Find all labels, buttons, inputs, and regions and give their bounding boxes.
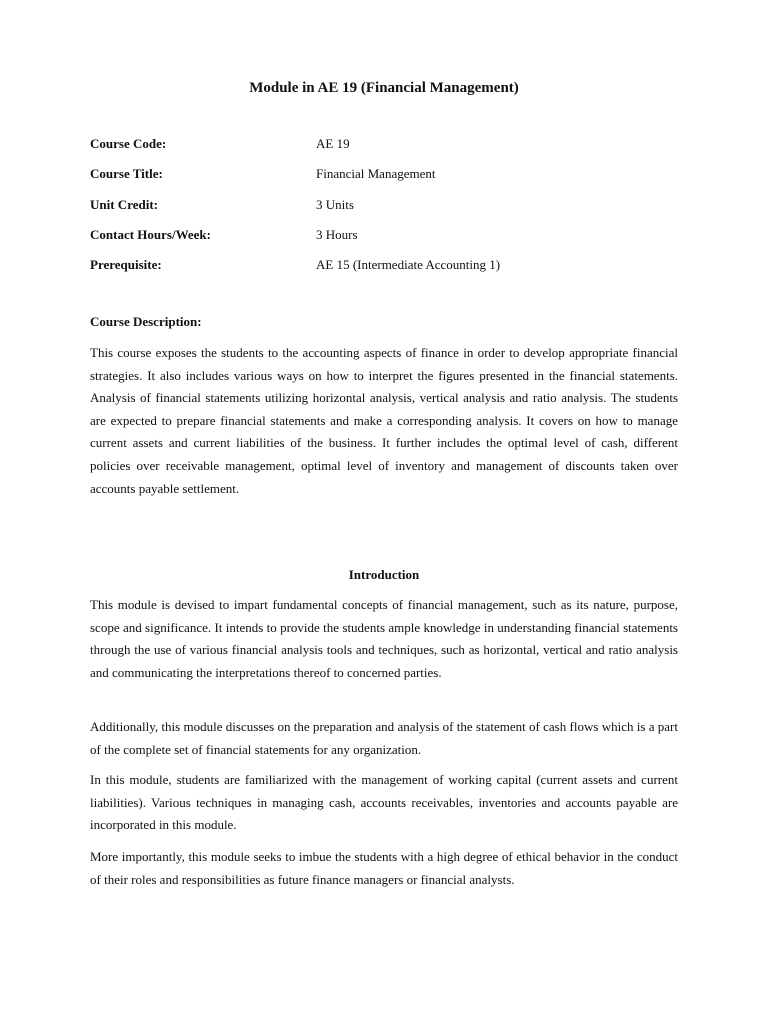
- introduction-paragraph-2: Additionally, this module discusses on the preparation and analysis of the statement of cash flows which is a part of the complete set of financial statements for any organization.: [90, 719, 678, 757]
- course-title-row: [90, 164, 678, 184]
- unit-credit-value: 3 Units: [316, 197, 354, 212]
- introduction-heading: Introduction: [348, 567, 420, 582]
- course-title-label: Course Title:: [90, 166, 163, 181]
- unit-credit-label: Unit Credit:: [90, 197, 159, 212]
- prerequisite-value: AE 15 (Intermediate Accounting 1): [316, 257, 501, 272]
- course-description-text: This course exposes the students to the accounting aspects of finance in order to develop appropriate financial strategies. It also includes various ways on how to interpret the figures presented in the financial statements. Analysis of financial statements utilizing horizontal analysis, vertical analysis and ratio analysis. The students are expected to prepare financial statements and make a corresponding analysis. It covers on how to manage current assets and current liabilities of the business. It further includes the optimal level of cash, different policies over receivable management, optimal level of inventory and management of discounts taken over accounts payable settlement.: [90, 345, 678, 496]
- course-code-label: Course Code:: [90, 136, 167, 151]
- contact-hours-value: 3 Hours: [316, 227, 358, 242]
- introduction-paragraph-1: This module is devised to impart fundamental concepts of financial management, such as its nature, purpose, scope and significance. It intends to provide the students ample knowledge in understanding financial statements through the use of various financial analysis tools and techniques, such as horizontal, vertical and ratio analysis and communicating the interpretations thereof to concerned parties.: [90, 597, 678, 680]
- introduction-paragraph-3: In this module, students are familiarized with the management of working capital (current assets and current liabilities). Various techniques in managing cash, accounts receivables, inventories and accounts payable are incorporated in this module.: [90, 772, 678, 833]
- course-title-value: Financial Management: [316, 166, 436, 181]
- course-code-value: AE 19: [316, 136, 350, 151]
- prerequisite-row: [90, 255, 678, 275]
- course-description-heading: Course Description:: [90, 314, 202, 329]
- contact-hours-label: Contact Hours/Week:: [90, 227, 211, 242]
- introduction-paragraph-4: More importantly, this module seeks to imbue the students with a high degree of ethical behavior in the conduct of their roles and responsibilities as future finance managers or financial analysts.: [90, 849, 678, 887]
- document-title: Module in AE 19 (Financial Management): [249, 80, 519, 96]
- contact-hours-row: [90, 225, 678, 245]
- course-code-row: [90, 134, 678, 154]
- unit-credit-row: [90, 195, 678, 215]
- prerequisite-label: Prerequisite:: [90, 257, 162, 272]
